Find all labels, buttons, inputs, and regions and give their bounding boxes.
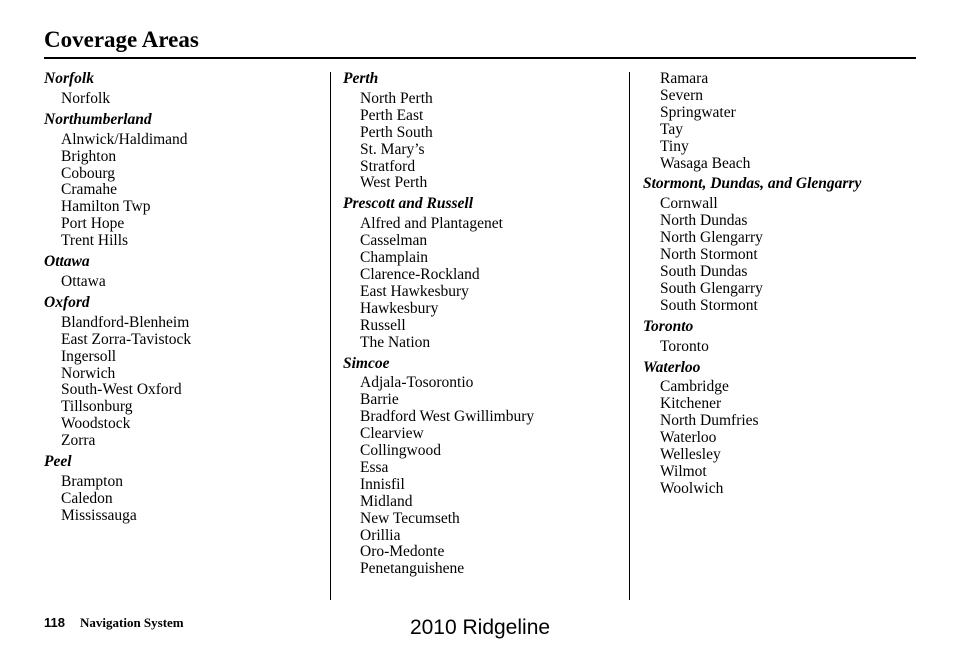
county-heading: Simcoe [343, 354, 390, 372]
county-section [643, 360, 923, 498]
list-item: Innisfil [360, 475, 405, 493]
list-item: Toronto [660, 337, 709, 355]
list-item: Ramara [660, 70, 709, 87]
place-list [643, 379, 923, 497]
county-heading: Norfolk [44, 70, 94, 87]
column-1 [44, 71, 324, 525]
list-item: Wellesley [660, 446, 721, 464]
list-item: Cambridge [660, 378, 729, 396]
list-item: Russell [360, 316, 406, 334]
list-item: Woolwich [660, 479, 724, 497]
list-item: Tay [660, 120, 684, 138]
column-2 [343, 71, 623, 578]
county-section [643, 176, 923, 314]
place-list [343, 91, 623, 192]
list-item: Ottawa [61, 272, 106, 290]
list-item: Cobourg [61, 164, 115, 182]
list-item: Midland [360, 492, 413, 510]
county-section [44, 295, 324, 450]
list-item: Ingersoll [61, 347, 117, 365]
county-section [343, 356, 623, 579]
county-heading: Ottawa [44, 253, 90, 271]
list-item: Perth East [360, 106, 424, 124]
list-item: South Dundas [660, 262, 748, 280]
list-item: West Perth [360, 174, 428, 192]
list-item: Barrie [360, 391, 399, 409]
list-item: East Hawkesbury [360, 282, 469, 300]
list-item: Penetanguishene [360, 560, 465, 578]
list-item: The Nation [360, 333, 431, 351]
list-item: Caledon [61, 489, 113, 507]
list-item: Brighton [61, 147, 117, 165]
place-list [44, 315, 324, 450]
column-divider [629, 72, 630, 600]
list-item: Oro-Medonte [360, 543, 445, 561]
place-list [643, 196, 923, 314]
list-item: Blandford-Blenheim [61, 313, 190, 331]
place-list [643, 339, 923, 356]
list-item: Norfolk [61, 89, 111, 107]
footer-label: Navigation System [80, 615, 184, 630]
continued-section [643, 71, 923, 172]
place-list [643, 71, 923, 172]
list-item: South Stormont [660, 296, 758, 314]
list-item: Alnwick/Haldimand [61, 130, 188, 148]
list-item: South-West Oxford [61, 381, 182, 399]
list-item: Clearview [360, 425, 424, 443]
county-section [44, 112, 324, 250]
list-item: Champlain [360, 249, 429, 267]
list-item: Waterloo [660, 429, 717, 447]
list-item: North Stormont [660, 246, 758, 264]
list-item: Bradford West Gwillimbury [360, 408, 535, 426]
county-section [44, 254, 324, 291]
watermark: 2010 Ridgeline [409, 616, 551, 639]
list-item: Cramahe [61, 181, 117, 199]
list-item: Orillia [360, 526, 401, 544]
list-item: Wilmot [660, 462, 707, 480]
list-item: East Zorra-Tavistock [61, 330, 192, 348]
list-item: Springwater [660, 103, 736, 121]
list-item: Zorra [61, 432, 96, 450]
list-item: Casselman [360, 232, 428, 250]
county-heading: Toronto [643, 317, 694, 335]
county-heading: Northumberland [44, 110, 152, 128]
list-item: South Glengarry [660, 279, 763, 297]
place-list [44, 132, 324, 250]
list-item: New Tecumseth [360, 509, 460, 527]
list-item: Cornwall [660, 195, 718, 213]
county-heading: Waterloo [643, 358, 701, 376]
list-item: Trent Hills [61, 232, 129, 250]
list-item: Perth South [360, 123, 433, 141]
county-heading: Prescott and Russell [343, 195, 474, 213]
list-item: Wasaga Beach [660, 154, 751, 172]
place-list [343, 216, 623, 351]
county-section [343, 71, 623, 192]
list-item: Severn [660, 86, 704, 104]
place-list [44, 91, 324, 108]
list-item: Stratford [360, 157, 416, 175]
page-number: 118 [44, 615, 65, 630]
county-section [44, 71, 324, 108]
list-item: Collingwood [360, 442, 441, 460]
list-item: North Perth [360, 89, 433, 107]
place-list [343, 375, 623, 578]
list-item: Woodstock [61, 415, 131, 433]
list-item: Hawkesbury [360, 299, 439, 317]
list-item: Kitchener [660, 395, 722, 413]
list-item: Tiny [660, 137, 689, 155]
place-list [44, 474, 324, 525]
list-item: Port Hope [61, 215, 125, 233]
list-item: Tillsonburg [61, 398, 133, 416]
list-item: Clarence-Rockland [360, 265, 480, 283]
list-item: Hamilton Twp [61, 198, 151, 216]
place-list [44, 274, 324, 291]
list-item: Essa [360, 458, 389, 476]
county-section [343, 196, 623, 351]
list-item: North Dundas [660, 212, 748, 230]
list-item: Brampton [61, 472, 123, 490]
county-section [643, 319, 923, 356]
county-heading: Perth [343, 70, 379, 87]
list-item: St. Mary’s [360, 140, 425, 158]
list-item: Mississauga [61, 506, 137, 524]
county-heading: Peel [44, 453, 72, 471]
list-item: Norwich [61, 364, 116, 382]
county-heading: Stormont, Dundas, and Glengarry [643, 175, 862, 193]
list-item: North Dumfries [660, 412, 759, 430]
county-heading: Oxford [44, 293, 90, 311]
county-section [44, 454, 324, 525]
page-title: Coverage Areas [44, 27, 199, 52]
list-item: Alfred and Plantagenet [360, 215, 503, 233]
title-rule [44, 57, 916, 59]
column-divider [330, 72, 331, 600]
list-item: North Glengarry [660, 229, 763, 247]
column-3 [643, 71, 923, 498]
list-item: Adjala-Tosorontio [360, 374, 474, 392]
